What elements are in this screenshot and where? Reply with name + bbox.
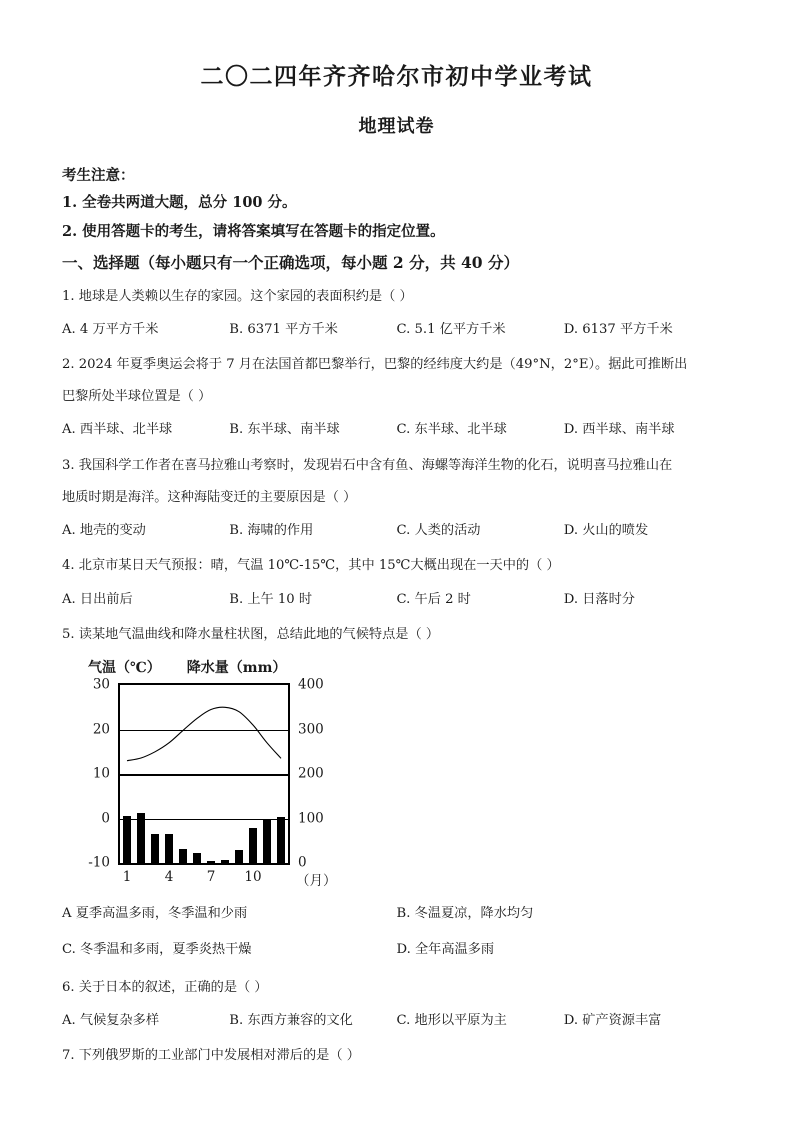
option-C[interactable]: C. 地形以平原为主: [396, 1013, 507, 1029]
option-C[interactable]: C. 午后 2 时: [396, 591, 471, 607]
chart-temperature-axis: [70, 676, 116, 871]
option-B[interactable]: B. 东半球、南半球: [229, 422, 340, 438]
option-D[interactable]: D. 矿产资源丰富: [563, 1013, 662, 1029]
question-7-stem: 7. 下列俄罗斯的工业部门中发展相对滞后的是（ ）: [62, 1048, 360, 1064]
chart-x-axis-unit: （月）: [296, 873, 337, 890]
chart-gridline-100: [120, 819, 288, 821]
temp-tick-10: 10: [92, 765, 110, 782]
question-2-options: [62, 419, 731, 441]
question-3-stem-line-2: 地质时期是海洋。这种海陆变迁的主要原因是（ ）: [62, 489, 357, 505]
option-B[interactable]: B. 上午 10 时: [229, 591, 313, 607]
question-4-stem: 4. 北京市某日天气预报：晴，气温 10℃-15℃，其中 15℃大概出现在一天中的（ ）: [62, 558, 560, 574]
temp-tick-0: 0: [101, 809, 110, 826]
option-B[interactable]: B. 冬温夏凉，降水均匀: [396, 906, 534, 922]
climate-chart: [70, 657, 370, 893]
page-subtitle: 地理试卷: [358, 115, 435, 137]
question-4-options: [62, 589, 731, 611]
page-title: 二〇二四年齐齐哈尔市初中学业考试: [200, 63, 593, 90]
precip-tick-300: 300: [298, 720, 324, 737]
option-D[interactable]: D. 西半球、南半球: [563, 422, 675, 438]
option-C[interactable]: C. 人类的活动: [396, 522, 481, 538]
chart-gridline-200: [120, 774, 288, 776]
temp-tick-20: 20: [92, 720, 110, 737]
question-2-stem-line-2: 巴黎所处半球位置是（ ）: [62, 389, 212, 405]
option-B[interactable]: B. 东西方兼容的文化: [229, 1013, 353, 1029]
month-label-7: 7: [206, 869, 216, 886]
question-1-options: [62, 319, 731, 341]
option-A[interactable]: A. 西半球、北半球: [62, 422, 173, 438]
chart-month-labels: [118, 869, 290, 891]
option-C[interactable]: C. 5.1 亿平方千米: [396, 321, 506, 337]
option-A[interactable]: A. 日出前后: [62, 591, 133, 607]
question-1-stem: 1. 地球是人类赖以生存的家园。这个家园的表面积约是（ ）: [62, 288, 413, 304]
option-D[interactable]: D. 火山的喷发: [563, 522, 649, 538]
chart-gridline-300: [120, 730, 288, 731]
precip-tick-400: 400: [298, 676, 324, 693]
question-6-stem: 6. 关于日本的叙述，正确的是（ ）: [62, 979, 268, 995]
month-label-10: 10: [244, 869, 262, 886]
precip-tick-0: 0: [298, 854, 307, 871]
option-D[interactable]: D. 6137 平方千米: [563, 321, 673, 337]
chart-precipitation-axis: [294, 676, 364, 871]
question-6-options: [62, 1010, 731, 1032]
precip-tick-200: 200: [298, 765, 324, 782]
question-5-stem: 5. 读某地气温曲线和降水量柱状图，总结此地的气候特点是（ ）: [62, 626, 440, 642]
option-C[interactable]: C. 冬季温和多雨，夏季炎热干燥: [62, 942, 252, 958]
option-C[interactable]: C. 东半球、北半球: [396, 422, 507, 438]
chart-plot-area: [118, 683, 290, 865]
option-A[interactable]: A. 地壳的变动: [62, 522, 146, 538]
option-B[interactable]: B. 海啸的作用: [229, 522, 314, 538]
month-label-1: 1: [122, 869, 132, 886]
precip-tick-100: 100: [298, 809, 324, 826]
option-B[interactable]: B. 6371 平方千米: [229, 321, 338, 337]
chart-axis-titles: [84, 657, 370, 677]
question-2-stem-line-1: 2. 2024 年夏季奥运会将于 7 月在法国首都巴黎举行，巴黎的经纬度大约是（49°N，2°E）。据此可推断出: [62, 357, 688, 373]
notice-heading: 考生注意：: [62, 166, 135, 184]
option-D[interactable]: D. 全年高温多雨: [396, 942, 495, 958]
question-5-options-row-2: [62, 939, 731, 961]
month-label-4: 4: [164, 869, 174, 886]
temp-tick--10: -10: [88, 854, 110, 871]
question-5-options-row-1: [62, 903, 731, 925]
option-A[interactable]: A 夏季高温多雨，冬季温和少雨: [62, 906, 248, 922]
temp-tick-30: 30: [92, 676, 110, 693]
option-D[interactable]: D. 日落时分: [563, 591, 635, 607]
section-heading-multiple-choice: 一、选择题（每小题只有一个正确选项，每小题 2 分，共 40 分）: [62, 253, 519, 273]
notice-line-2: 2. 使用答题卡的考生，请将答案填写在答题卡的指定位置。: [62, 222, 445, 240]
option-A[interactable]: A. 4 万平方千米: [62, 321, 159, 337]
option-A[interactable]: A. 气候复杂多样: [62, 1013, 160, 1029]
chart-temperature-axis-title: 气温（℃）: [88, 660, 161, 677]
notice-line-1: 1. 全卷共两道大题，总分 100 分。: [62, 193, 297, 211]
chart-precipitation-axis-title: 降水量（mm）: [186, 660, 287, 677]
question-3-stem-line-1: 3. 我国科学工作者在喜马拉雅山考察时，发现岩石中含有鱼、海螺等海洋生物的化石，说明喜马拉雅山在: [62, 457, 673, 473]
question-3-options: [62, 520, 731, 542]
